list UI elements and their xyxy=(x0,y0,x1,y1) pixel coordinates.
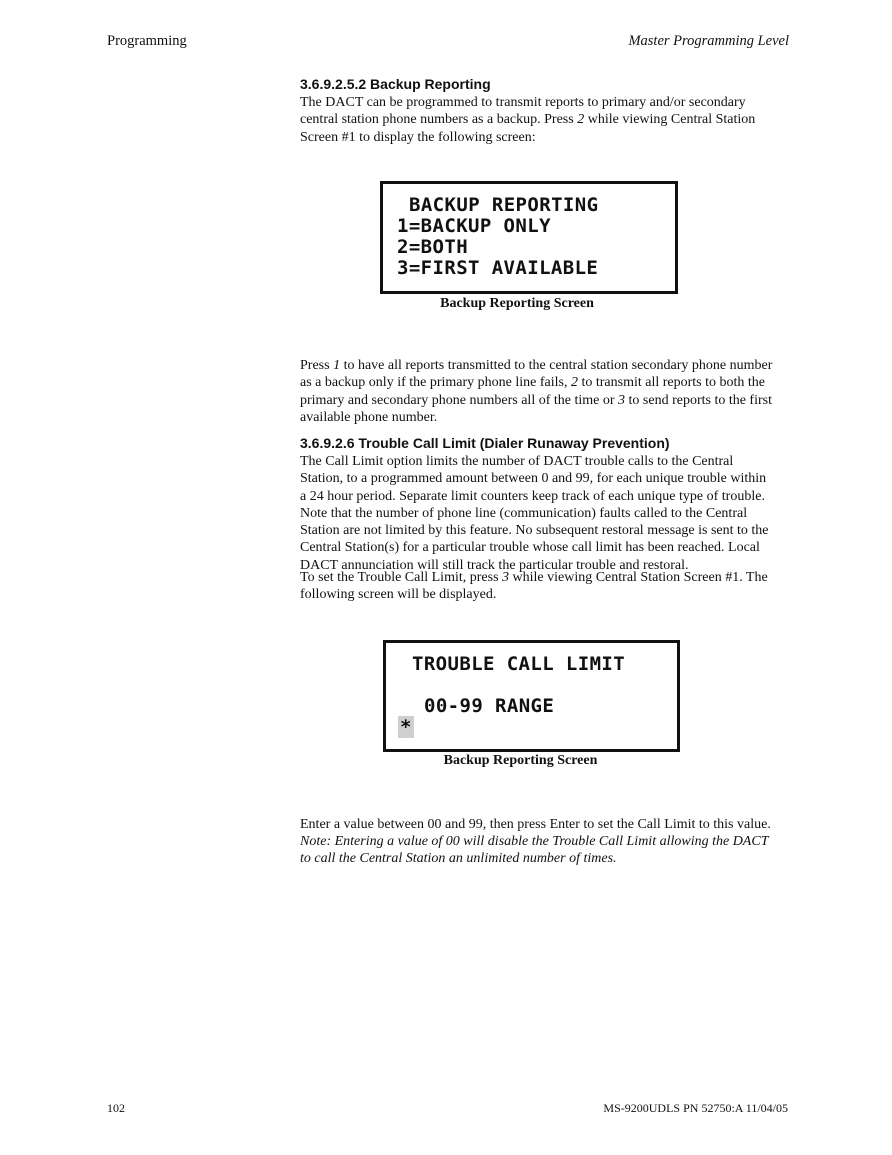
document-id: MS-9200UDLS PN 52750:A 11/04/05 xyxy=(603,1101,788,1115)
text-line: Note that the number of phone line (communication) faults called to the Central xyxy=(300,505,748,521)
lcd-line: 3=FIRST AVAILABLE xyxy=(397,257,599,279)
text-line: to transmit all reports to both the xyxy=(577,375,766,391)
key-number: 1 xyxy=(333,358,341,373)
text-line: DACT annunciation will still track the particular trouble and restoral. xyxy=(300,557,689,573)
lcd-line: 2=BOTH xyxy=(397,236,469,258)
lcd-line: TROUBLE CALL LIMIT xyxy=(412,653,626,675)
text-line: The Call Limit option limits the number of DACT trouble calls to the Central xyxy=(300,454,734,469)
lcd-screen-backup-reporting xyxy=(380,181,678,294)
text-line: Screen #1 to display the following screen: xyxy=(300,129,536,145)
cursor-asterisk: * xyxy=(400,716,412,738)
lcd-line: 1=BACKUP ONLY xyxy=(397,215,551,237)
header-section-title: Programming xyxy=(107,33,187,49)
section-heading-backup-reporting: 3.6.9.2.5.2 Backup Reporting xyxy=(300,76,491,92)
section-heading-trouble-call-limit: 3.6.9.2.6 Trouble Call Limit (Dialer Runaway Prevention) xyxy=(300,435,670,451)
text-line: Station, to a programmed amount between 0 and 99, for each unique trouble within xyxy=(300,471,767,487)
lcd-cursor-line xyxy=(398,716,414,738)
header-level-title: Master Programming Level xyxy=(628,33,789,49)
lcd-screen-trouble-call-limit xyxy=(383,640,680,752)
backup-options-paragraph xyxy=(300,357,788,426)
page-number: 102 xyxy=(107,1101,125,1115)
figure-caption: Backup Reporting Screen xyxy=(443,753,598,768)
text-line: to call the Central Station an unlimited number of times. xyxy=(300,851,617,867)
text-line: as a backup only if the primary phone line fails, xyxy=(300,375,571,391)
backup-intro-paragraph xyxy=(300,94,788,146)
text-line: central station phone numbers as a backup. Press xyxy=(300,112,578,128)
text-line: to have all reports transmitted to the central station secondary phone number xyxy=(340,358,773,373)
note-paragraph xyxy=(300,833,788,868)
text-line: Press xyxy=(300,358,334,373)
figure-caption: Backup Reporting Screen xyxy=(440,296,594,311)
text-line: a 24 hour period. Separate limit counters keep track of each unique type of trouble. xyxy=(300,488,765,504)
text-line: The DACT can be programmed to transmit reports to primary and/or secondary xyxy=(300,95,746,110)
trouble-call-limit-paragraph xyxy=(300,453,788,574)
text-line: To set the Trouble Call Limit, press xyxy=(300,570,503,585)
text-line: Note: Entering a value of 00 will disable the Trouble Call Limit allowing the DACT xyxy=(300,834,769,849)
text-line: to send reports to the first xyxy=(625,392,772,408)
text-line: while viewing Central Station xyxy=(584,112,756,128)
text-line: available phone number. xyxy=(300,409,438,425)
key-number: 3 xyxy=(618,392,626,408)
text-line: primary and secondary phone numbers all of the time or xyxy=(300,392,619,408)
set-call-limit-paragraph xyxy=(300,569,788,604)
text-line: Central Station(s) for a particular trouble whose call limit has been reached. Local xyxy=(300,540,760,556)
enter-value-paragraph: Enter a value between 00 and 99, then press Enter to set the Call Limit to this value. xyxy=(300,817,771,832)
lcd-line: 00-99 RANGE xyxy=(424,695,555,717)
lcd-line: BACKUP REPORTING xyxy=(409,194,599,216)
text-line: while viewing Central Station Screen #1. The xyxy=(509,570,768,585)
text-line: Station are not limited by this feature. No subsequent restoral message is sent to the xyxy=(300,523,769,539)
key-number: 2 xyxy=(577,112,585,128)
key-number: 2 xyxy=(570,375,578,391)
text-line: following screen will be displayed. xyxy=(300,587,497,603)
key-number: 3 xyxy=(502,570,510,585)
